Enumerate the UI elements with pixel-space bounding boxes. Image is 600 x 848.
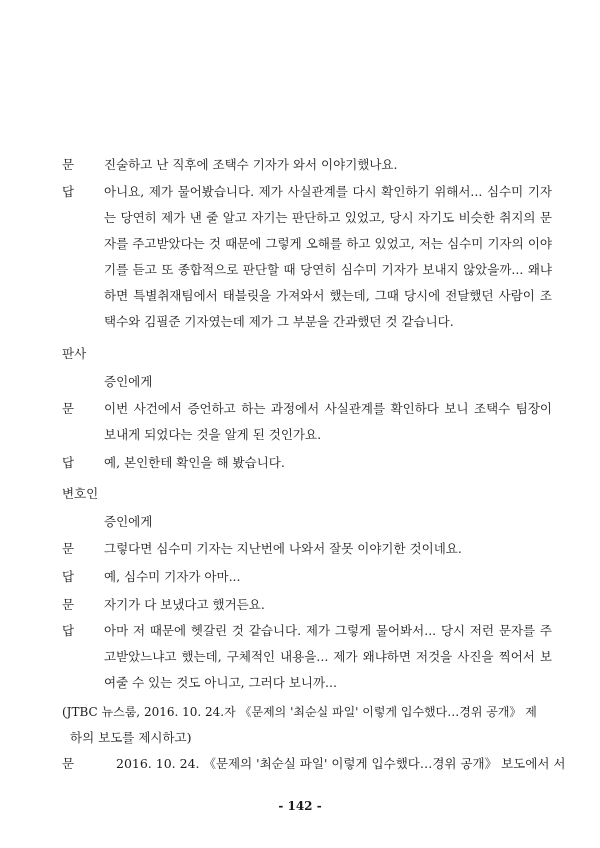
- answer-marker: 답: [62, 623, 75, 638]
- answer-marker: 답: [62, 569, 75, 584]
- answer-text: 예, 심수미 기자가 아마...: [104, 569, 241, 584]
- question-text: 진술하고 난 직후에 조택수 기자가 와서 이야기했나요.: [104, 157, 398, 172]
- answer-text: 아마 저 때문에 헷갈린 것 같습니다. 제가 그렇게 물어봐서... 당시 저런 문자를 주고받았느냐고 했는데, 구체적인 내용을... 제가 왜냐하면 저것을 사진을 찍어서 보여줄 수 있는 것도 아니고, 그러다 보니까...: [104, 623, 552, 690]
- question-marker: 문: [62, 401, 75, 416]
- page-number: - 142 -: [278, 799, 322, 813]
- answer-marker: 답: [62, 455, 75, 470]
- question-marker: 문: [62, 541, 75, 556]
- question-text: 그렇다면 심수미 기자는 지난번에 나와서 잘못 이야기한 것이네요.: [104, 541, 462, 556]
- speaker-label-judge: 판사: [62, 346, 87, 361]
- question-text: 자기가 다 보냈다고 했거든요.: [104, 597, 265, 612]
- answer-text: 예, 본인한테 확인을 해 봤습니다.: [104, 455, 285, 470]
- evidence-note-line1: (JTBC 뉴스룸, 2016. 10. 24.자 《문제의 '최순실 파일' 이렇게 입수했다…경위 공개》 제: [62, 705, 537, 719]
- answer-text: 아니요, 제가 물어봤습니다. 제가 사실관계를 다시 확인하기 위해서... 심수미 기자는 당연히 제가 낸 줄 알고 자기는 판단하고 있었고, 당시 자기도 비슷한 취지의 문자를 주고받았다는 것 때문에 그렇게 오해를 하고 있었고, 저는 심수미 기자의 이야기를 듣고 또 종합적으로 판단할 때 당연히 심수미 기자가 보내지 않았을까... 왜냐하면 특별취재팀에서 태블릿을 가져와서 했는데, 그때 당시에 전달했던 사람이 조택수와 김필준 기자였는데 제가 그 부분을 간과했던 것 같습니다.: [104, 184, 552, 329]
- question-marker: 문: [62, 597, 75, 612]
- question-text: 이번 사건에서 증언하고 하는 과정에서 사실관계를 확인하다 보니 조택수 팀장이 보내게 되었다는 것을 알게 된 것인가요.: [104, 401, 552, 442]
- answer-marker: 답: [62, 184, 75, 199]
- addressee-label: 증인에게: [104, 514, 153, 529]
- question-marker: 문: [62, 756, 75, 771]
- addressee-label: 증인에게: [104, 374, 153, 389]
- question-text: 2016. 10. 24. 《문제의 '최순실 파일' 이렇게 입수했다…경위 공개》 보도에서 서: [116, 756, 566, 771]
- evidence-note-line2: 하의 보도를 제시하고): [70, 730, 192, 745]
- speaker-label-lawyer: 변호인: [62, 486, 99, 501]
- question-marker: 문: [62, 157, 75, 172]
